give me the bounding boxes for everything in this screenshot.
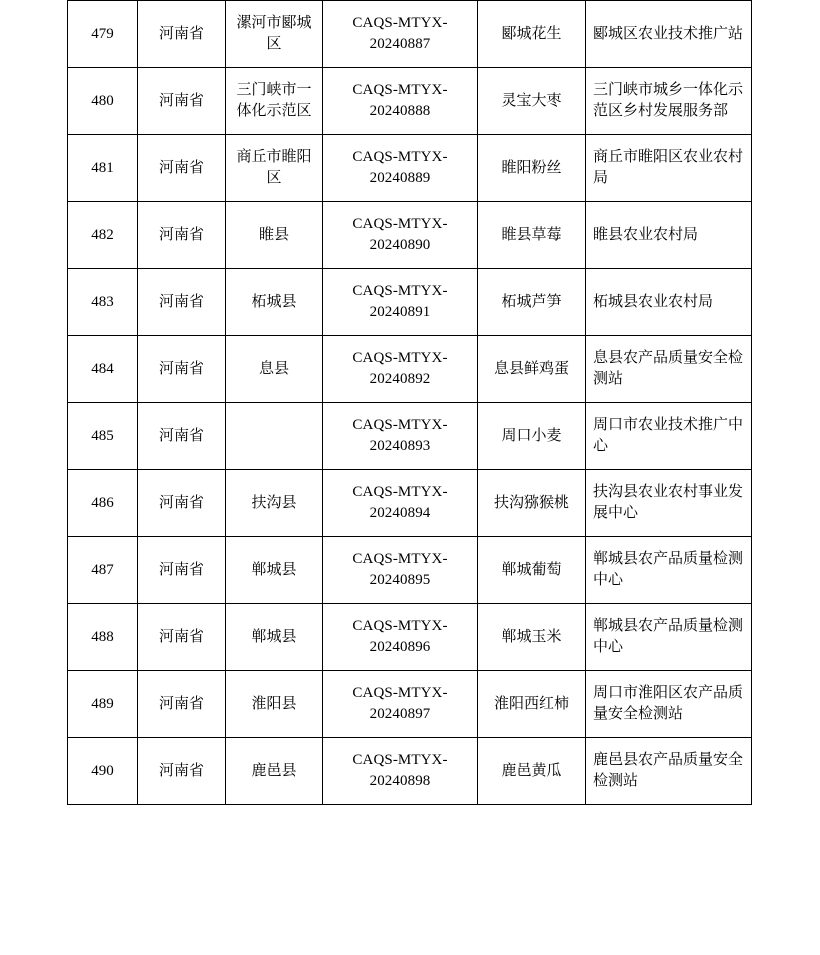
table-row — [68, 202, 752, 269]
row-org: 周口市农业技术推广中心 — [586, 403, 752, 470]
row-province: 河南省 — [138, 135, 226, 202]
row-product: 扶沟猕猴桃 — [478, 470, 586, 537]
row-county: 睢县 — [226, 202, 323, 269]
row-org: 柘城县农业农村局 — [586, 269, 752, 336]
row-province: 河南省 — [138, 537, 226, 604]
row-county: 淮阳县 — [226, 671, 323, 738]
row-org: 郸城县农产品质量检测中心 — [586, 537, 752, 604]
row-county: 郸城县 — [226, 537, 323, 604]
row-org: 三门峡市城乡一体化示范区乡村发展服务部 — [586, 68, 752, 135]
row-product: 郾城花生 — [478, 1, 586, 68]
row-province: 河南省 — [138, 269, 226, 336]
row-code: CAQS-MTYX-20240896 — [323, 604, 478, 671]
row-province: 河南省 — [138, 403, 226, 470]
row-county: 扶沟县 — [226, 470, 323, 537]
row-county: 鹿邑县 — [226, 738, 323, 805]
row-code: CAQS-MTYX-20240893 — [323, 403, 478, 470]
table-row — [68, 336, 752, 403]
row-product: 柘城芦笋 — [478, 269, 586, 336]
row-code: CAQS-MTYX-20240891 — [323, 269, 478, 336]
row-org: 郸城县农产品质量检测中心 — [586, 604, 752, 671]
row-code: CAQS-MTYX-20240888 — [323, 68, 478, 135]
row-index: 483 — [68, 269, 138, 336]
row-index: 482 — [68, 202, 138, 269]
row-county: 漯河市郾城区 — [226, 1, 323, 68]
row-county: 柘城县 — [226, 269, 323, 336]
row-org: 睢县农业农村局 — [586, 202, 752, 269]
row-code: CAQS-MTYX-20240889 — [323, 135, 478, 202]
row-index: 485 — [68, 403, 138, 470]
row-code: CAQS-MTYX-20240897 — [323, 671, 478, 738]
table-row — [68, 403, 752, 470]
row-province: 河南省 — [138, 738, 226, 805]
row-province: 河南省 — [138, 604, 226, 671]
row-product: 鹿邑黄瓜 — [478, 738, 586, 805]
table-body — [68, 1, 752, 805]
row-index: 489 — [68, 671, 138, 738]
row-county — [226, 403, 323, 470]
row-province: 河南省 — [138, 68, 226, 135]
row-county: 息县 — [226, 336, 323, 403]
row-index: 479 — [68, 1, 138, 68]
row-index: 487 — [68, 537, 138, 604]
row-code: CAQS-MTYX-20240892 — [323, 336, 478, 403]
row-index: 481 — [68, 135, 138, 202]
row-index: 490 — [68, 738, 138, 805]
row-org: 扶沟县农业农村事业发展中心 — [586, 470, 752, 537]
row-product: 淮阳西红柿 — [478, 671, 586, 738]
registration-table — [67, 0, 752, 805]
row-province: 河南省 — [138, 202, 226, 269]
row-index: 486 — [68, 470, 138, 537]
row-product: 灵宝大枣 — [478, 68, 586, 135]
table-row — [68, 1, 752, 68]
row-code: CAQS-MTYX-20240890 — [323, 202, 478, 269]
table-row — [68, 738, 752, 805]
row-org: 周口市淮阳区农产品质量安全检测站 — [586, 671, 752, 738]
row-county: 三门峡市一体化示范区 — [226, 68, 323, 135]
row-index: 480 — [68, 68, 138, 135]
row-product: 郸城玉米 — [478, 604, 586, 671]
row-code: CAQS-MTYX-20240898 — [323, 738, 478, 805]
row-province: 河南省 — [138, 470, 226, 537]
row-county: 商丘市睢阳区 — [226, 135, 323, 202]
row-org: 鹿邑县农产品质量安全检测站 — [586, 738, 752, 805]
row-province: 河南省 — [138, 336, 226, 403]
row-org: 商丘市睢阳区农业农村局 — [586, 135, 752, 202]
row-product: 睢阳粉丝 — [478, 135, 586, 202]
row-code: CAQS-MTYX-20240894 — [323, 470, 478, 537]
row-product: 郸城葡萄 — [478, 537, 586, 604]
table-row — [68, 470, 752, 537]
row-province: 河南省 — [138, 671, 226, 738]
table-row — [68, 135, 752, 202]
table-row — [68, 269, 752, 336]
row-province: 河南省 — [138, 1, 226, 68]
row-product: 周口小麦 — [478, 403, 586, 470]
table-row — [68, 671, 752, 738]
table-row — [68, 604, 752, 671]
row-code: CAQS-MTYX-20240895 — [323, 537, 478, 604]
row-org: 郾城区农业技术推广站 — [586, 1, 752, 68]
table-row — [68, 68, 752, 135]
row-product: 睢县草莓 — [478, 202, 586, 269]
row-org: 息县农产品质量安全检测站 — [586, 336, 752, 403]
table-row — [68, 537, 752, 604]
row-code: CAQS-MTYX-20240887 — [323, 1, 478, 68]
row-product: 息县鲜鸡蛋 — [478, 336, 586, 403]
row-index: 488 — [68, 604, 138, 671]
row-index: 484 — [68, 336, 138, 403]
row-county: 郸城县 — [226, 604, 323, 671]
